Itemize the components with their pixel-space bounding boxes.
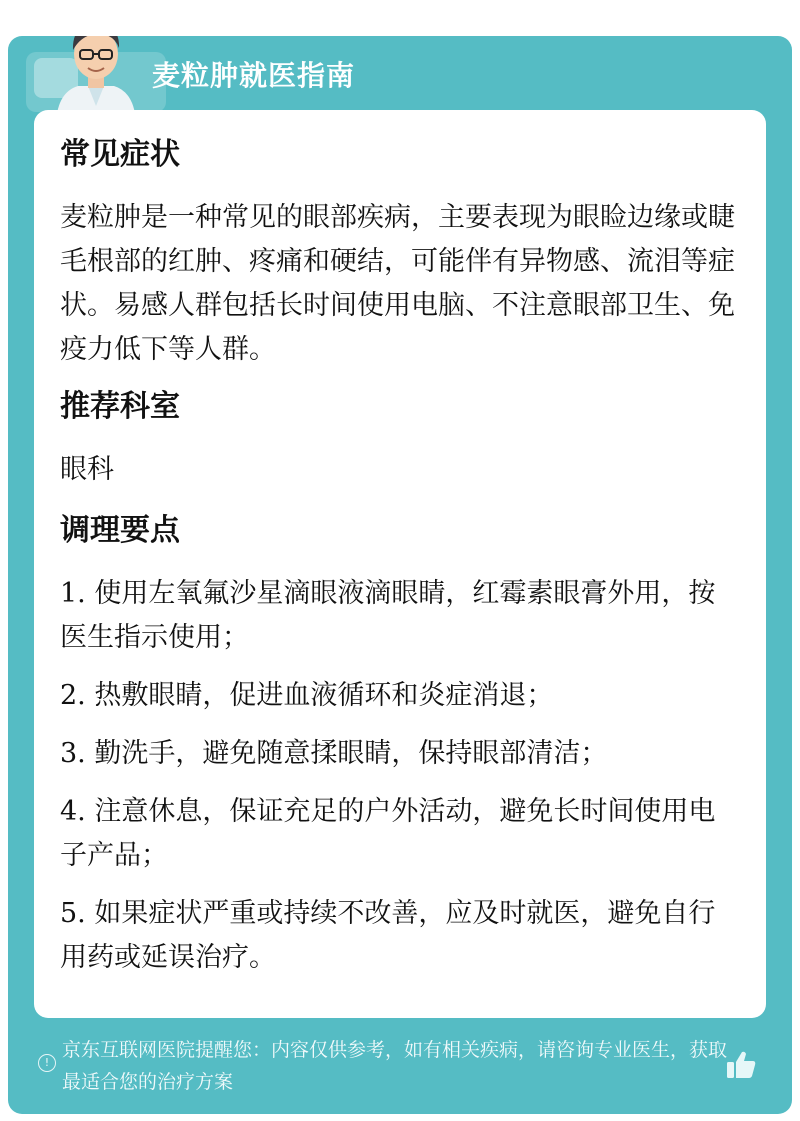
footer: [8, 1026, 792, 1114]
care-item-text: 热敷眼睛，促进血液循环和炎症消退；: [94, 680, 554, 711]
content-body: [60, 132, 740, 994]
care-item-number: 3.: [60, 738, 86, 769]
care-item-text: 使用左氧氟沙星滴眼液滴眼睛，红霉素眼膏外用，按医生指示使用；: [60, 578, 716, 653]
care-item-number: 4.: [60, 796, 86, 827]
care-item-number: 1.: [60, 578, 86, 609]
care-item-text: 注意休息，保证充足的户外活动，避免长时间使用电子产品；: [60, 796, 716, 871]
care-item: [60, 572, 740, 660]
info-icon: !: [38, 1054, 56, 1072]
guide-panel: [8, 36, 792, 1114]
thumbs-up-icon[interactable]: [724, 1048, 758, 1082]
care-item-text: 勤洗手，避免随意揉眼睛，保持眼部清洁；: [94, 738, 608, 769]
symptoms-title: 常见症状: [60, 137, 180, 172]
care-item-number: 2.: [60, 680, 86, 711]
care-title: 调理要点: [60, 513, 180, 548]
care-item: [60, 892, 740, 980]
content-card: [34, 110, 766, 1018]
care-item-text: 如果症状严重或持续不改善，应及时就医，避免自行用药或延误治疗。: [60, 898, 716, 973]
department-title: 推荐科室: [60, 389, 180, 424]
care-item: [60, 674, 740, 718]
symptoms-text: 麦粒肿是一种常见的眼部疾病，主要表现为眼睑边缘或睫毛根部的红肿、疼痛和硬结，可能伴有异物感、流泪等症状。易感人群包括长时间使用电脑、不注意眼部卫生、免疫力低下等人群。: [60, 202, 735, 365]
page-title: 麦粒肿就医指南: [152, 59, 356, 92]
header: [8, 36, 792, 116]
care-item: [60, 732, 740, 776]
footer-disclaimer: 京东互联网医院提醒您：内容仅供参考，如有相关疾病，请咨询专业医生，获取最适合您的治疗方案: [62, 1039, 728, 1093]
care-item-number: 5.: [60, 898, 86, 929]
department-value: 眼科: [60, 454, 114, 485]
care-item: [60, 790, 740, 878]
